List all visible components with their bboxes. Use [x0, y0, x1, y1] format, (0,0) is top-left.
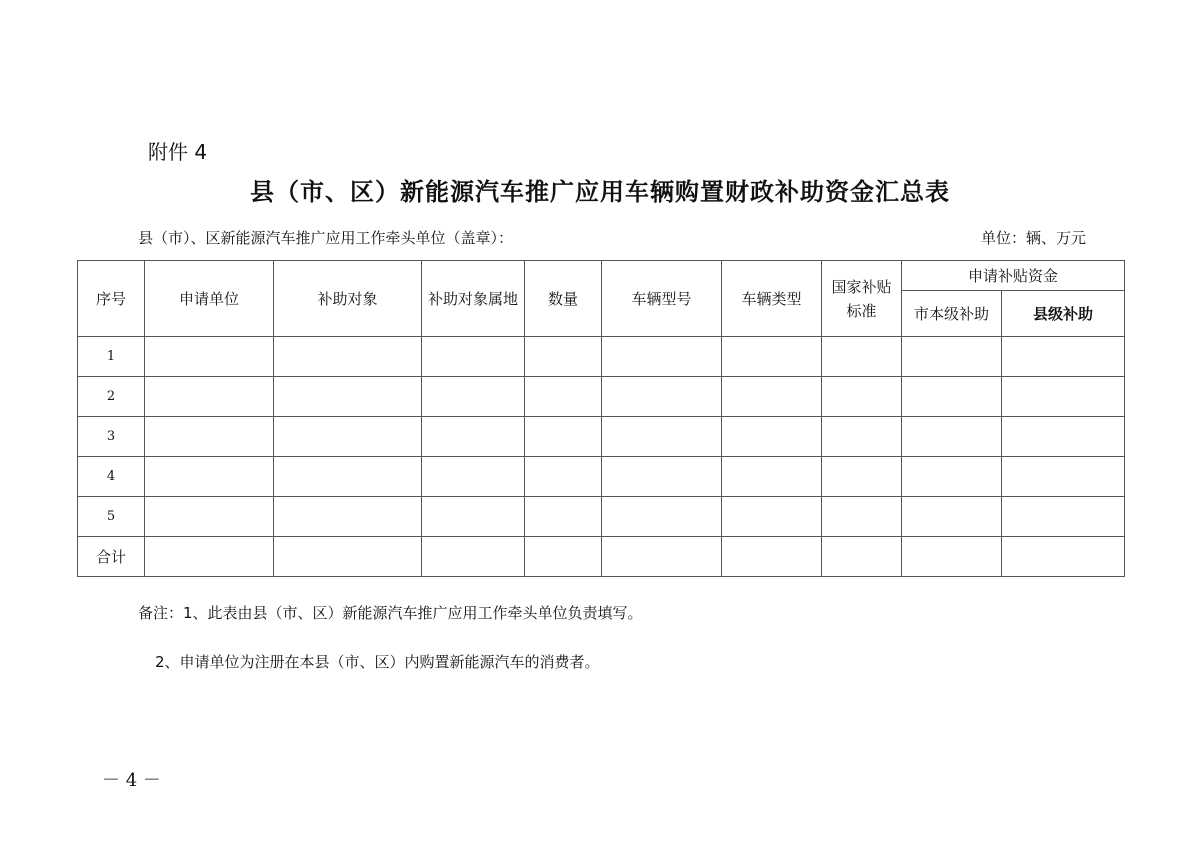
row-seq: 4 — [78, 457, 145, 497]
cell-county-level[interactable] — [1002, 457, 1125, 497]
cell-model[interactable] — [602, 457, 722, 497]
cell-applicant[interactable] — [145, 497, 274, 537]
cell-vehicle-type[interactable] — [722, 457, 822, 497]
cell-applicant[interactable] — [145, 537, 274, 577]
cell-vehicle-type[interactable] — [722, 377, 822, 417]
row-seq: 5 — [78, 497, 145, 537]
row-seq: 2 — [78, 377, 145, 417]
table-row — [78, 457, 1125, 497]
table-row — [78, 377, 1125, 417]
cell-location[interactable] — [422, 537, 525, 577]
row-total-label: 合计 — [78, 537, 145, 577]
cell-model[interactable] — [602, 377, 722, 417]
header-subject: 补助对象 — [274, 261, 422, 337]
table-row — [78, 497, 1125, 537]
cell-city-level[interactable] — [902, 457, 1002, 497]
total-row — [78, 537, 1125, 577]
header-city-level: 市本级补助 — [902, 291, 1002, 337]
cell-location[interactable] — [422, 417, 525, 457]
row-seq: 1 — [78, 337, 145, 377]
cell-vehicle-type[interactable] — [722, 497, 822, 537]
cell-subject[interactable] — [274, 337, 422, 377]
cell-county-level[interactable] — [1002, 537, 1125, 577]
cell-subject[interactable] — [274, 537, 422, 577]
cell-subject[interactable] — [274, 497, 422, 537]
cell-quantity[interactable] — [525, 377, 602, 417]
subsidy-summary-table — [77, 260, 1125, 577]
document-title: 县（市、区）新能源汽车推广应用车辆购置财政补助资金汇总表 — [250, 178, 950, 206]
cell-vehicle-type[interactable] — [722, 417, 822, 457]
cell-location[interactable] — [422, 497, 525, 537]
header-applied-funds: 申请补贴资金 — [902, 261, 1125, 291]
header-applicant: 申请单位 — [145, 261, 274, 337]
cell-national-standard[interactable] — [822, 337, 902, 377]
header-national-standard: 国家补贴标准 — [822, 261, 902, 337]
cell-location[interactable] — [422, 337, 525, 377]
cell-city-level[interactable] — [902, 537, 1002, 577]
cell-national-standard[interactable] — [822, 537, 902, 577]
page-number: － 4 － — [102, 770, 161, 791]
header-quantity: 数量 — [525, 261, 602, 337]
cell-city-level[interactable] — [902, 497, 1002, 537]
cell-model[interactable] — [602, 497, 722, 537]
header-model: 车辆型号 — [602, 261, 722, 337]
cell-county-level[interactable] — [1002, 377, 1125, 417]
cell-model[interactable] — [602, 337, 722, 377]
cell-city-level[interactable] — [902, 417, 1002, 457]
cell-national-standard[interactable] — [822, 417, 902, 457]
table-row — [78, 417, 1125, 457]
table-row — [78, 337, 1125, 377]
remark-note-2: 2、申请单位为注册在本县（市、区）内购置新能源汽车的消费者。 — [155, 653, 600, 671]
cell-national-standard[interactable] — [822, 377, 902, 417]
cell-county-level[interactable] — [1002, 417, 1125, 457]
header-vehicle-type: 车辆类型 — [722, 261, 822, 337]
cell-city-level[interactable] — [902, 377, 1002, 417]
cell-quantity[interactable] — [525, 537, 602, 577]
cell-county-level[interactable] — [1002, 497, 1125, 537]
cell-subject[interactable] — [274, 377, 422, 417]
cell-quantity[interactable] — [525, 457, 602, 497]
cell-subject[interactable] — [274, 457, 422, 497]
cell-applicant[interactable] — [145, 377, 274, 417]
lead-unit-label: 县（市）、区新能源汽车推广应用工作牵头单位（盖章）： — [138, 229, 514, 247]
header-seq: 序号 — [78, 261, 145, 337]
unit-label: 单位：辆、万元 — [980, 229, 1086, 247]
cell-county-level[interactable] — [1002, 337, 1125, 377]
header-county-level: 县级补助 — [1002, 291, 1125, 337]
cell-model[interactable] — [602, 537, 722, 577]
remark-note-1: 备注：1、此表由县（市、区）新能源汽车推广应用工作牵头单位负责填写。 — [138, 604, 643, 622]
cell-city-level[interactable] — [902, 337, 1002, 377]
cell-subject[interactable] — [274, 417, 422, 457]
cell-quantity[interactable] — [525, 417, 602, 457]
cell-applicant[interactable] — [145, 457, 274, 497]
cell-location[interactable] — [422, 377, 525, 417]
cell-quantity[interactable] — [525, 337, 602, 377]
cell-quantity[interactable] — [525, 497, 602, 537]
cell-national-standard[interactable] — [822, 497, 902, 537]
cell-vehicle-type[interactable] — [722, 537, 822, 577]
cell-national-standard[interactable] — [822, 457, 902, 497]
header-location: 补助对象属地 — [422, 261, 525, 337]
cell-location[interactable] — [422, 457, 525, 497]
row-seq: 3 — [78, 417, 145, 457]
cell-applicant[interactable] — [145, 417, 274, 457]
cell-model[interactable] — [602, 417, 722, 457]
attachment-label: 附件 4 — [148, 140, 208, 164]
cell-applicant[interactable] — [145, 337, 274, 377]
cell-vehicle-type[interactable] — [722, 337, 822, 377]
